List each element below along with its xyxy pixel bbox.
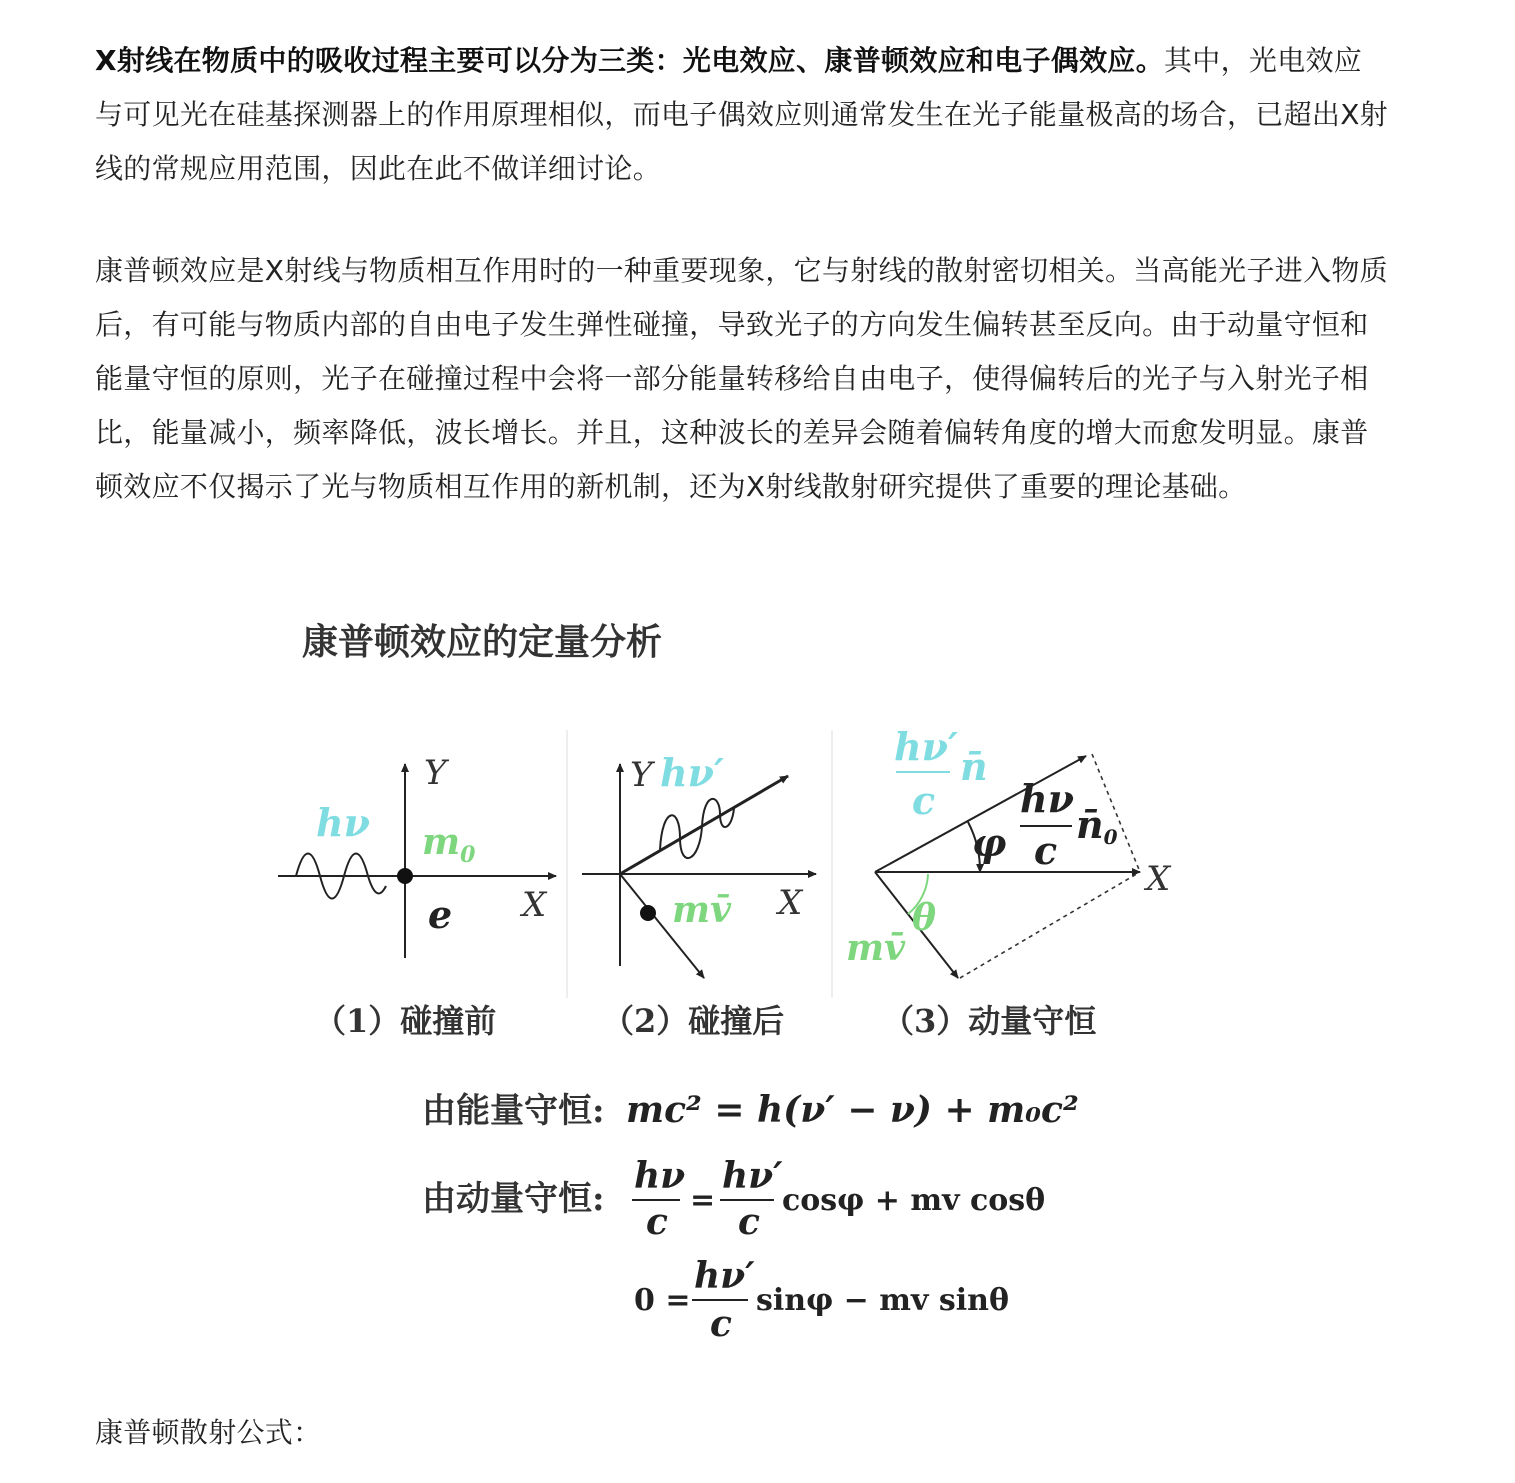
panel2-y-label: Y — [630, 755, 653, 795]
electron-dot — [397, 868, 413, 884]
my-denominator: c — [710, 1303, 732, 1345]
panel2-photon-label: hν′ — [660, 750, 725, 795]
theta-label: θ — [912, 897, 937, 939]
energy-conservation-equation: mc² = h(ν′ − ν) + m₀c² — [626, 1089, 1079, 1131]
incident-num-label: hν — [1020, 776, 1074, 821]
mx-rhs-denominator: c — [738, 1201, 760, 1243]
incident-vector-label: n̄0 — [1076, 802, 1118, 849]
my-lhs: 0 = — [634, 1283, 691, 1318]
compton-figure — [260, 600, 1220, 1360]
scatter-vector-label: n̄ — [960, 744, 988, 789]
panel1-mass-label: $m_0$ — [422, 821, 476, 868]
panel3-caption: （3）动量守恒 — [882, 1002, 1097, 1040]
energy-conservation-label: 由能量守恒: — [422, 1091, 605, 1131]
momentum-conservation-label: 由动量守恒: — [422, 1179, 605, 1219]
panel1-caption: （1）碰撞前 — [314, 1002, 497, 1040]
scatter-den-label: c — [912, 778, 936, 823]
recoil-electron-dot — [640, 905, 656, 921]
my-numerator: hν′ — [694, 1255, 755, 1297]
panel1-photon-label: hν — [316, 800, 370, 845]
mx-trig-terms: cosφ + mv cosθ — [782, 1183, 1046, 1218]
mx-lhs-denominator: c — [646, 1201, 668, 1243]
my-trig-terms: sinφ − mv sinθ — [756, 1283, 1009, 1318]
phi-label: φ — [972, 820, 1007, 865]
figure-title: 康普顿效应的定量分析 — [302, 621, 663, 663]
intro-bold-text: X射线在物质中的吸收过程主要可以分为三类：光电效应、康普顿效应和电子偶效应。 — [95, 44, 1164, 77]
panel3-momentum-label: mv̄ — [846, 927, 906, 969]
formula-heading: 康普顿散射公式： — [95, 1416, 322, 1449]
panel-after-collision — [582, 750, 816, 1040]
panel-before-collision — [278, 753, 556, 1040]
equations — [422, 1089, 1079, 1345]
mx-lhs-numerator: hν — [634, 1155, 686, 1197]
mx-rhs-numerator: hν′ — [722, 1155, 783, 1197]
intro-paragraph — [95, 34, 1390, 196]
panel3-x-label: X — [1146, 859, 1171, 899]
panel2-momentum-label: mv̄ — [672, 889, 732, 931]
panel1-y-label: Y — [424, 753, 447, 793]
panel2-caption: （2）碰撞后 — [602, 1002, 785, 1040]
parallelogram-dash — [960, 872, 1140, 978]
scatter-num-label: hν′ — [894, 724, 959, 769]
panel2-x-label: X — [778, 883, 803, 923]
mx-equals: = — [690, 1183, 716, 1218]
panel1-x-label: X — [522, 885, 547, 925]
compton-paragraph: 康普顿效应是X射线与物质相互作用时的一种重要现象，它与射线的散射密切相关。当高能光子进入物质后，有可能与物质内部的自由电子发生弹性碰撞，导致光子的方向发生偏转甚至反向。由于动量守恒和能量守恒的原则，光子在碰撞过程中会将一部分能量转移给自由电子，使得偏转后的光子与入射光子相比，能量减小，频率降低，波长增长。并且，这种波长的差异会随着偏转角度的增大而愈发明显。康普顿效应不仅揭示了光与物质相互作用的新机制，还为X射线散射研究提供了重要的理论基础。 — [95, 254, 1388, 503]
panel-momentum-conservation — [846, 724, 1172, 1040]
electron-label: e — [428, 892, 453, 937]
intro-rest-text: 其中，光电效应与可见光在硅基探测器上的作用原理相似，而电子偶效应则通常发生在光子能量极高的场合，已超出X射线的常规应用范围，因此在此不做详细讨论。 — [95, 44, 1388, 185]
incident-den-label: c — [1034, 828, 1058, 873]
